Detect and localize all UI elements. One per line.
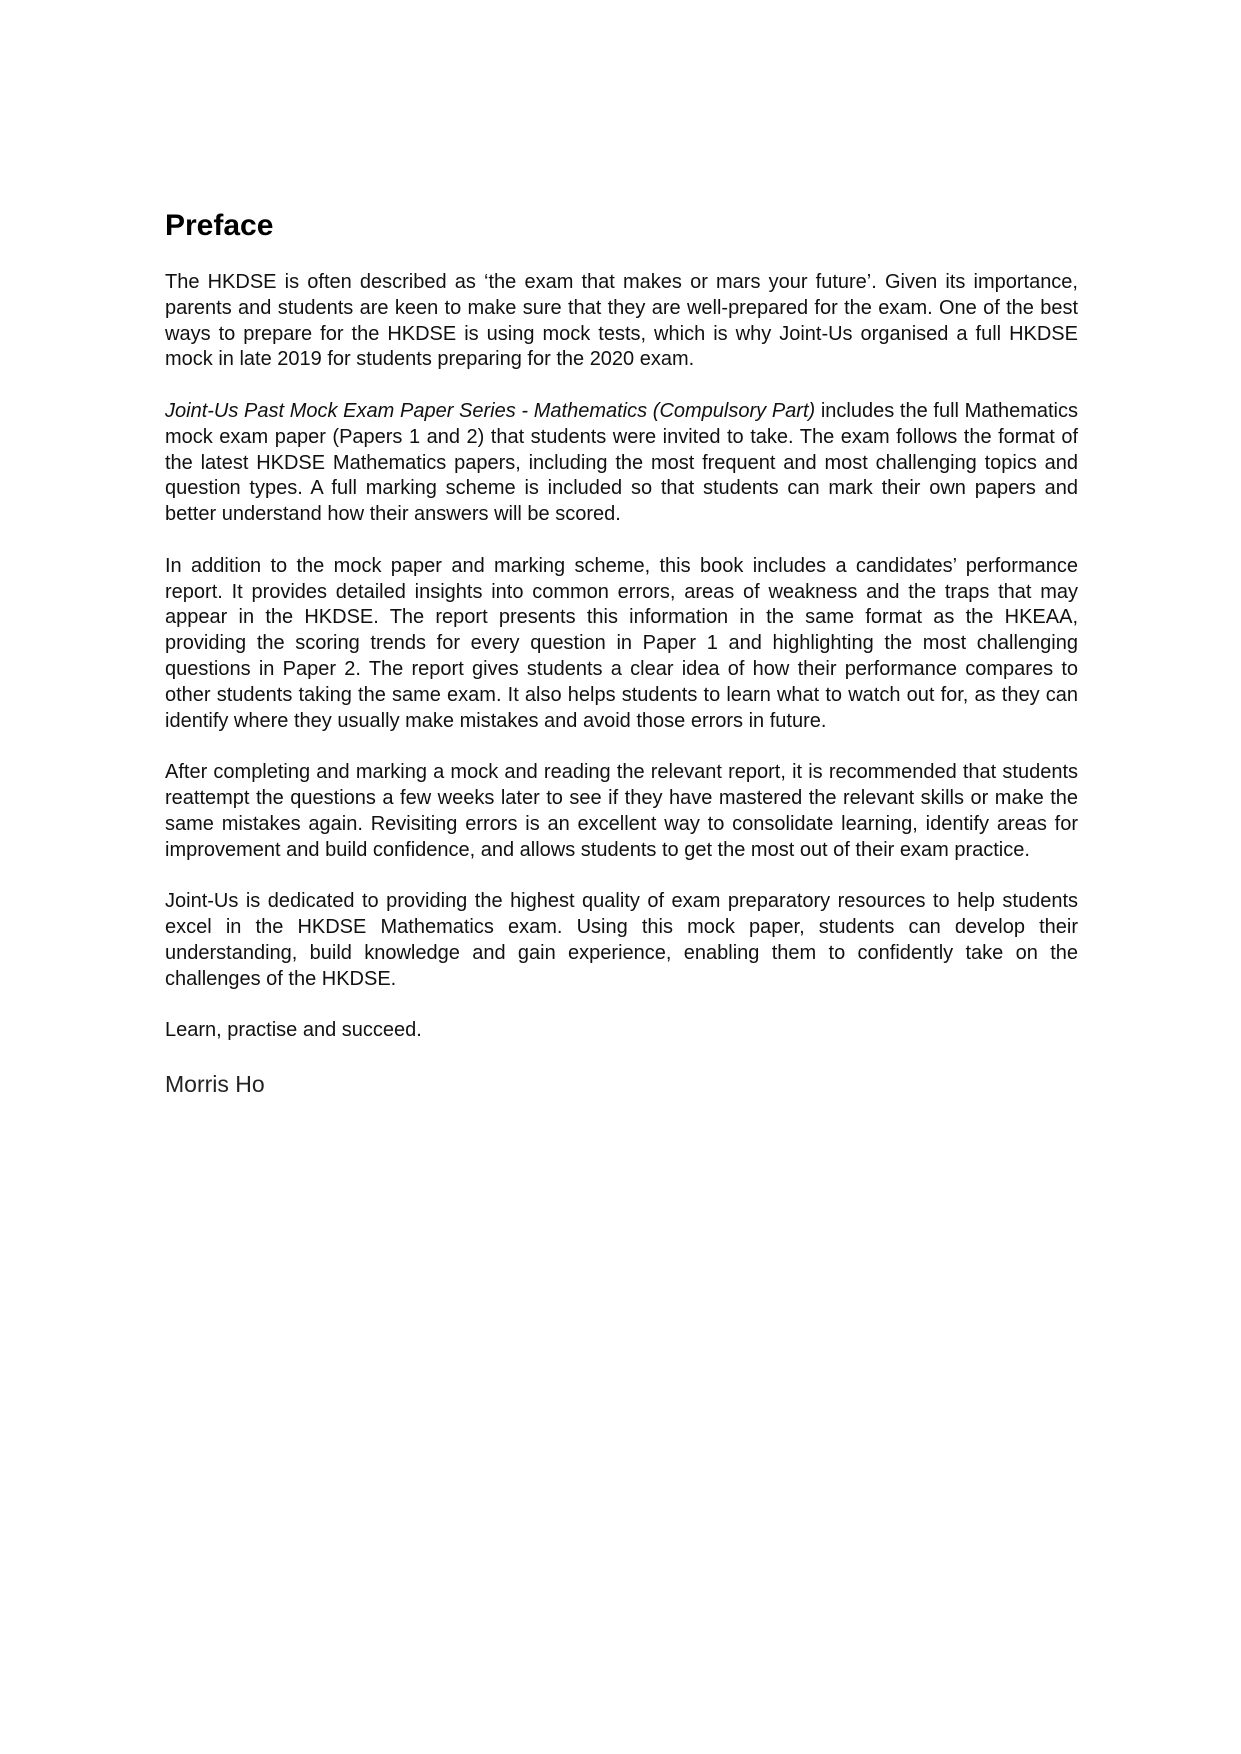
author-signature: Morris Ho <box>165 1070 265 1097</box>
paragraph-series-description <box>165 399 1078 528</box>
paragraph-text: The HKDSE is often described as ‘the exam that makes or mars your future’. Given its importance, parents and students are keen to make sure that they are well-prepared for the exam. One of the best ways to prepare for the HKDSE is using mock tests, which is why Joint-Us organised a full HKDSE mock in late 2019 for students preparing for the 2020 exam. <box>165 271 1078 371</box>
paragraph-text: In addition to the mock paper and marking scheme, this book includes a candidates’ performance report. It provides detailed insights into common errors, areas of weakness and the traps that may appear in the HKDSE. The report presents this information in the same format as the HKEAA, providing the scoring trends for every question in Paper 1 and highlighting the most challenging questions in Paper 2. The report gives students a clear idea of how their performance compares to other students taking the same exam. It also helps students to learn what to watch out for, as they can identify where they usually make mistakes and avoid those errors in future. <box>165 554 1078 732</box>
paragraph-text: includes the full Mathematics mock exam paper (Papers 1 and 2) that students were invited to take. The exam follows the format of the latest HKDSE Mathematics papers, including the most frequent and most challenging topics and question types. A full marking scheme is included so that students can mark their own papers and better understand how their answers will be scored. <box>165 399 1079 526</box>
paragraph-reattempt-advice <box>165 760 1078 863</box>
page-title: Preface <box>165 209 274 242</box>
paragraph-text: Learn, practise and succeed. <box>165 1019 422 1042</box>
paragraph-motto <box>165 1018 1078 1044</box>
paragraph-mission <box>165 889 1078 992</box>
series-title: Joint-Us Past Mock Exam Paper Series - Mathematics (Compulsory Part) <box>165 399 816 422</box>
paragraph-intro <box>165 270 1078 373</box>
document-body <box>165 270 1078 1098</box>
paragraph-performance-report <box>165 554 1078 735</box>
paragraph-text: Joint-Us is dedicated to providing the highest quality of exam preparatory resources to help students excel in the HKDSE Mathematics exam. Using this mock paper, students can develop their understanding, build knowledge and gain experience, enabling them to confidently take on the challenges of the HKDSE. <box>165 890 1078 990</box>
paragraph-text: After completing and marking a mock and reading the relevant report, it is recommended that students reattempt the questions a few weeks later to see if they have mastered the relevant skills or make the same mistakes again. Revisiting errors is an excellent way to consolidate learning, identify areas for improvement and build confidence, and allows students to get the most out of their exam practice. <box>165 761 1078 861</box>
